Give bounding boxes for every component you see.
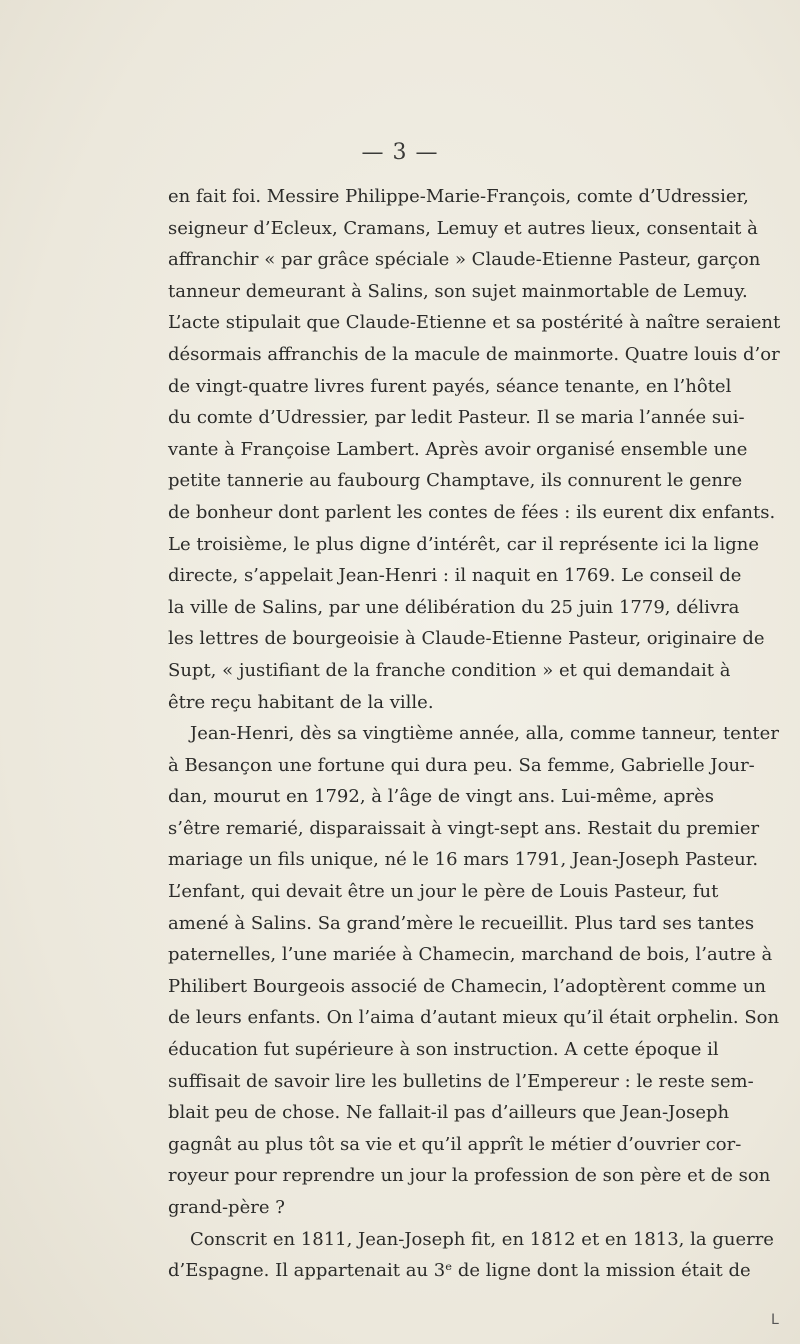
text-line: Philibert Bourgeois associé de Chamecin, l’adoptèrent comme un — [168, 975, 766, 997]
text-line: désormais affranchis de la macule de mainmorte. Quatre louis d’or — [168, 343, 780, 365]
text-line: directe, s’appelait Jean-Henri : il naquit en 1769. Le conseil de — [168, 565, 742, 587]
text-line: mariage un fils unique, né le 16 mars 1791, Jean-Joseph Pasteur. — [168, 849, 759, 871]
text-line: petite tannerie au faubourg Champtave, ils connurent le genre — [168, 470, 743, 492]
body-text — [168, 181, 781, 1287]
text-line: Le troisième, le plus digne d’intérêt, car il représente ici la ligne — [168, 533, 760, 555]
text-line: affranchir « par grâce spéciale » Claude-Etienne Pasteur, garçon — [168, 249, 761, 271]
text-line: vante à Françoise Lambert. Après avoir organisé ensemble une — [168, 438, 748, 460]
text-line: royeur pour reprendre un jour la profession de son père et de son — [168, 1165, 771, 1187]
text-line: Supt, « justifiant de la franche condition » et qui demandait à — [168, 659, 731, 681]
text-line: amené à Salins. Sa grand’mère le recueillit. Plus tard ses tantes — [168, 912, 755, 934]
text-line: tanneur demeurant à Salins, son sujet mainmortable de Lemuy. — [168, 280, 748, 302]
text-line: être reçu habitant de la ville. — [168, 691, 434, 713]
text-line: la ville de Salins, par une délibération du 25 juin 1779, délivra — [168, 596, 740, 618]
text-line: à Besançon une fortune qui dura peu. Sa femme, Gabrielle Jour- — [168, 754, 755, 776]
text-line: gagnât au plus tôt sa vie et qu’il apprît le métier d’ouvrier cor- — [168, 1133, 742, 1155]
text-line: L’enfant, qui devait être un jour le père de Louis Pasteur, fut — [168, 881, 719, 903]
paragraph — [168, 1224, 774, 1287]
paragraph — [168, 718, 780, 1224]
paragraph — [168, 181, 781, 718]
text-line: de leurs enfants. On l’aima d’autant mieux qu’il était orphelin. Son — [168, 1007, 780, 1029]
text-line: Jean-Henri, dès sa vingtième année, alla, comme tanneur, tenter — [190, 723, 779, 745]
text-line: de vingt-quatre livres furent payés, séance tenante, en l’hôtel — [168, 375, 732, 397]
corner-mark: L — [771, 1312, 779, 1328]
text-line: seigneur d’Ecleux, Cramans, Lemuy et autres lieux, consentait à — [168, 217, 758, 239]
text-line: éducation fut supérieure à son instruction. A cette époque il — [168, 1039, 719, 1061]
text-line: de bonheur dont parlent les contes de fées : ils eurent dix enfants. — [168, 501, 776, 523]
text-line: paternelles, l’une mariée à Chamecin, marchand de bois, l’autre à — [168, 944, 773, 966]
text-line: dan, mourut en 1792, à l’âge de vingt ans. Lui-même, après — [168, 786, 714, 808]
text-line: en fait foi. Messire Philippe-Marie-François, comte d’Udressier, — [168, 186, 749, 207]
text-line: grand-père ? — [168, 1197, 285, 1218]
text-line: suffisait de savoir lire les bulletins de l’Empereur : le reste sem- — [168, 1070, 754, 1092]
text-line: les lettres de bourgeoisie à Claude-Etienne Pasteur, originaire de — [168, 628, 765, 650]
text-line: d’Espagne. Il appartenait au 3ᵉ de ligne dont la mission était de — [168, 1260, 751, 1282]
page-number: — 3 — — [361, 140, 439, 165]
text-line: Conscrit en 1811, Jean-Joseph fit, en 1812 et en 1813, la guerre — [190, 1228, 774, 1250]
text-line: L’acte stipulait que Claude-Etienne et sa postérité à naître seraient — [168, 312, 781, 334]
text-line: du comte d’Udressier, par ledit Pasteur. Il se maria l’année sui- — [168, 407, 745, 429]
text-line: blait peu de chose. Ne fallait-il pas d’ailleurs que Jean-Joseph — [168, 1102, 730, 1124]
text-line: s’être remarié, disparaissait à vingt-sept ans. Restait du premier — [168, 817, 760, 839]
